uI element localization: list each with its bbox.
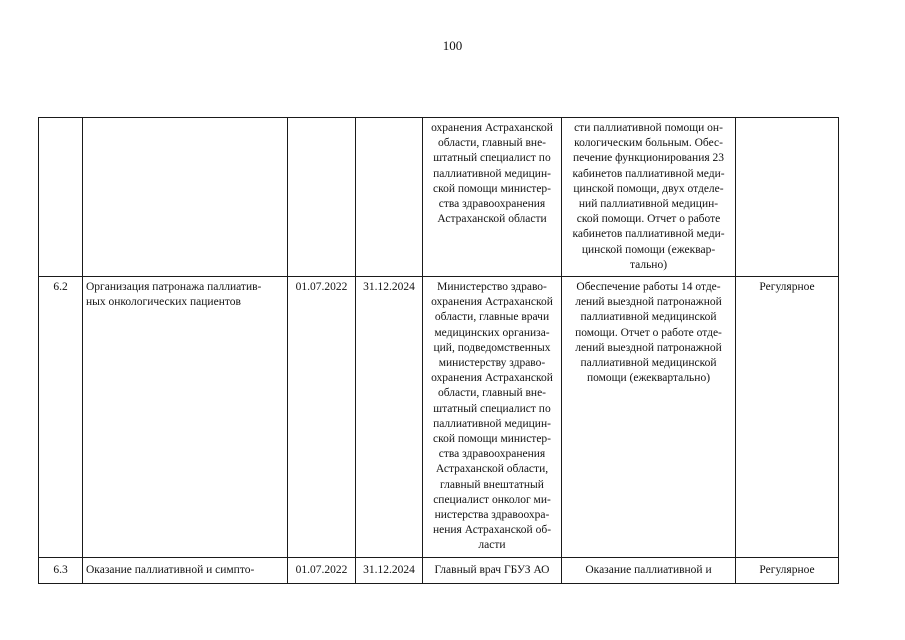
- text-line: помощи (ежеквартально): [586, 372, 711, 385]
- text-line: министерству здраво-: [438, 357, 546, 370]
- text-line: Оказание паллиативной и: [585, 563, 712, 576]
- text-line: Оказание паллиативной и симпто-: [86, 563, 255, 576]
- responsible-party: [423, 277, 562, 558]
- activity-name: [83, 277, 288, 558]
- start-date: 01.07.2022: [288, 557, 356, 583]
- text-line: паллиативной медицин-: [433, 417, 551, 430]
- responsible-party: [423, 118, 562, 277]
- row-number: 6.3: [39, 557, 83, 583]
- text-line: охранения Астраханской: [431, 296, 553, 309]
- table-row: [39, 557, 839, 583]
- text-line: Астраханской области,: [435, 463, 549, 476]
- expected-result: [562, 557, 736, 583]
- text-line: Астраханской области: [437, 213, 547, 226]
- text-line: кабинетов паллиативной меди-: [572, 167, 725, 180]
- text-line: нистерства здравоохра-: [434, 509, 550, 522]
- text-line: печение функционирования 23: [572, 152, 725, 165]
- text-line: нения Астраханской об-: [432, 524, 552, 537]
- control-type: [736, 118, 839, 277]
- text-line: паллиативной медицинской: [580, 357, 717, 370]
- end-date: [356, 118, 423, 277]
- end-date: 31.12.2024: [356, 277, 423, 558]
- plan-table: [38, 117, 839, 584]
- end-date: 31.12.2024: [356, 557, 423, 583]
- activity-name: [83, 557, 288, 583]
- row-number: 6.2: [39, 277, 83, 558]
- text-line: кабинетов паллиативной меди-: [572, 228, 725, 241]
- control-type: Регулярное: [736, 557, 839, 583]
- text-line: помощи. Отчет о работе отде-: [575, 326, 722, 339]
- text-line: охранения Астраханской: [431, 372, 553, 385]
- text-line: области, главный вне-: [437, 137, 547, 150]
- page-number: 100: [442, 38, 463, 53]
- activity-name: [83, 118, 288, 277]
- start-date: 01.07.2022: [288, 277, 356, 558]
- text-line: области, главные врачи: [434, 311, 550, 324]
- text-line: лений выездной патронажной: [575, 341, 722, 354]
- text-line: штатный специалист по: [433, 152, 551, 165]
- text-line: главный внештатный: [440, 478, 544, 491]
- table-row: [39, 118, 839, 277]
- text-line: специалист онколог ми-: [433, 493, 551, 506]
- text-line: Организация патронажа паллиатив-: [86, 281, 262, 294]
- text-line: паллиативной медицин-: [433, 167, 551, 180]
- expected-result: [562, 118, 736, 277]
- text-line: ской помощи. Отчет о работе: [576, 213, 721, 226]
- text-line: тально): [629, 258, 668, 271]
- text-line: ской помощи министер-: [432, 182, 552, 195]
- text-line: области, главный вне-: [437, 387, 547, 400]
- text-line: ласти: [478, 539, 506, 552]
- text-line: ций, подведомственных: [433, 341, 551, 354]
- text-line: Обеспечение работы 14 отде-: [576, 281, 721, 294]
- responsible-party: [423, 557, 562, 583]
- text-line: паллиативной медицинской: [580, 311, 717, 324]
- control-type: Регулярное: [736, 277, 839, 558]
- text-line: ства здравоохранения: [438, 448, 546, 461]
- text-line: охранения Астраханской: [431, 122, 553, 134]
- text-line: штатный специалист по: [433, 402, 551, 415]
- text-line: цинской помощи, двух отделе-: [573, 182, 724, 195]
- text-line: Министерство здраво-: [437, 281, 547, 294]
- text-line: Главный врач ГБУЗ АО: [434, 563, 550, 576]
- text-line: ний паллиативной медицин-: [578, 198, 719, 211]
- expected-result: [562, 277, 736, 558]
- text-line: ства здравоохранения: [438, 198, 546, 211]
- text-line: кологическим больным. Обес-: [574, 137, 723, 150]
- start-date: [288, 118, 356, 277]
- table-row: [39, 277, 839, 558]
- text-line: ской помощи министер-: [432, 433, 552, 446]
- text-line: лений выездной патронажной: [575, 296, 722, 309]
- text-line: ных онкологических пациентов: [86, 296, 241, 309]
- text-line: медицинских организа-: [434, 326, 550, 339]
- text-line: цинской помощи (ежеквар-: [581, 243, 716, 256]
- row-number: [39, 118, 83, 277]
- text-line: сти паллиативной помощи он-: [574, 122, 723, 134]
